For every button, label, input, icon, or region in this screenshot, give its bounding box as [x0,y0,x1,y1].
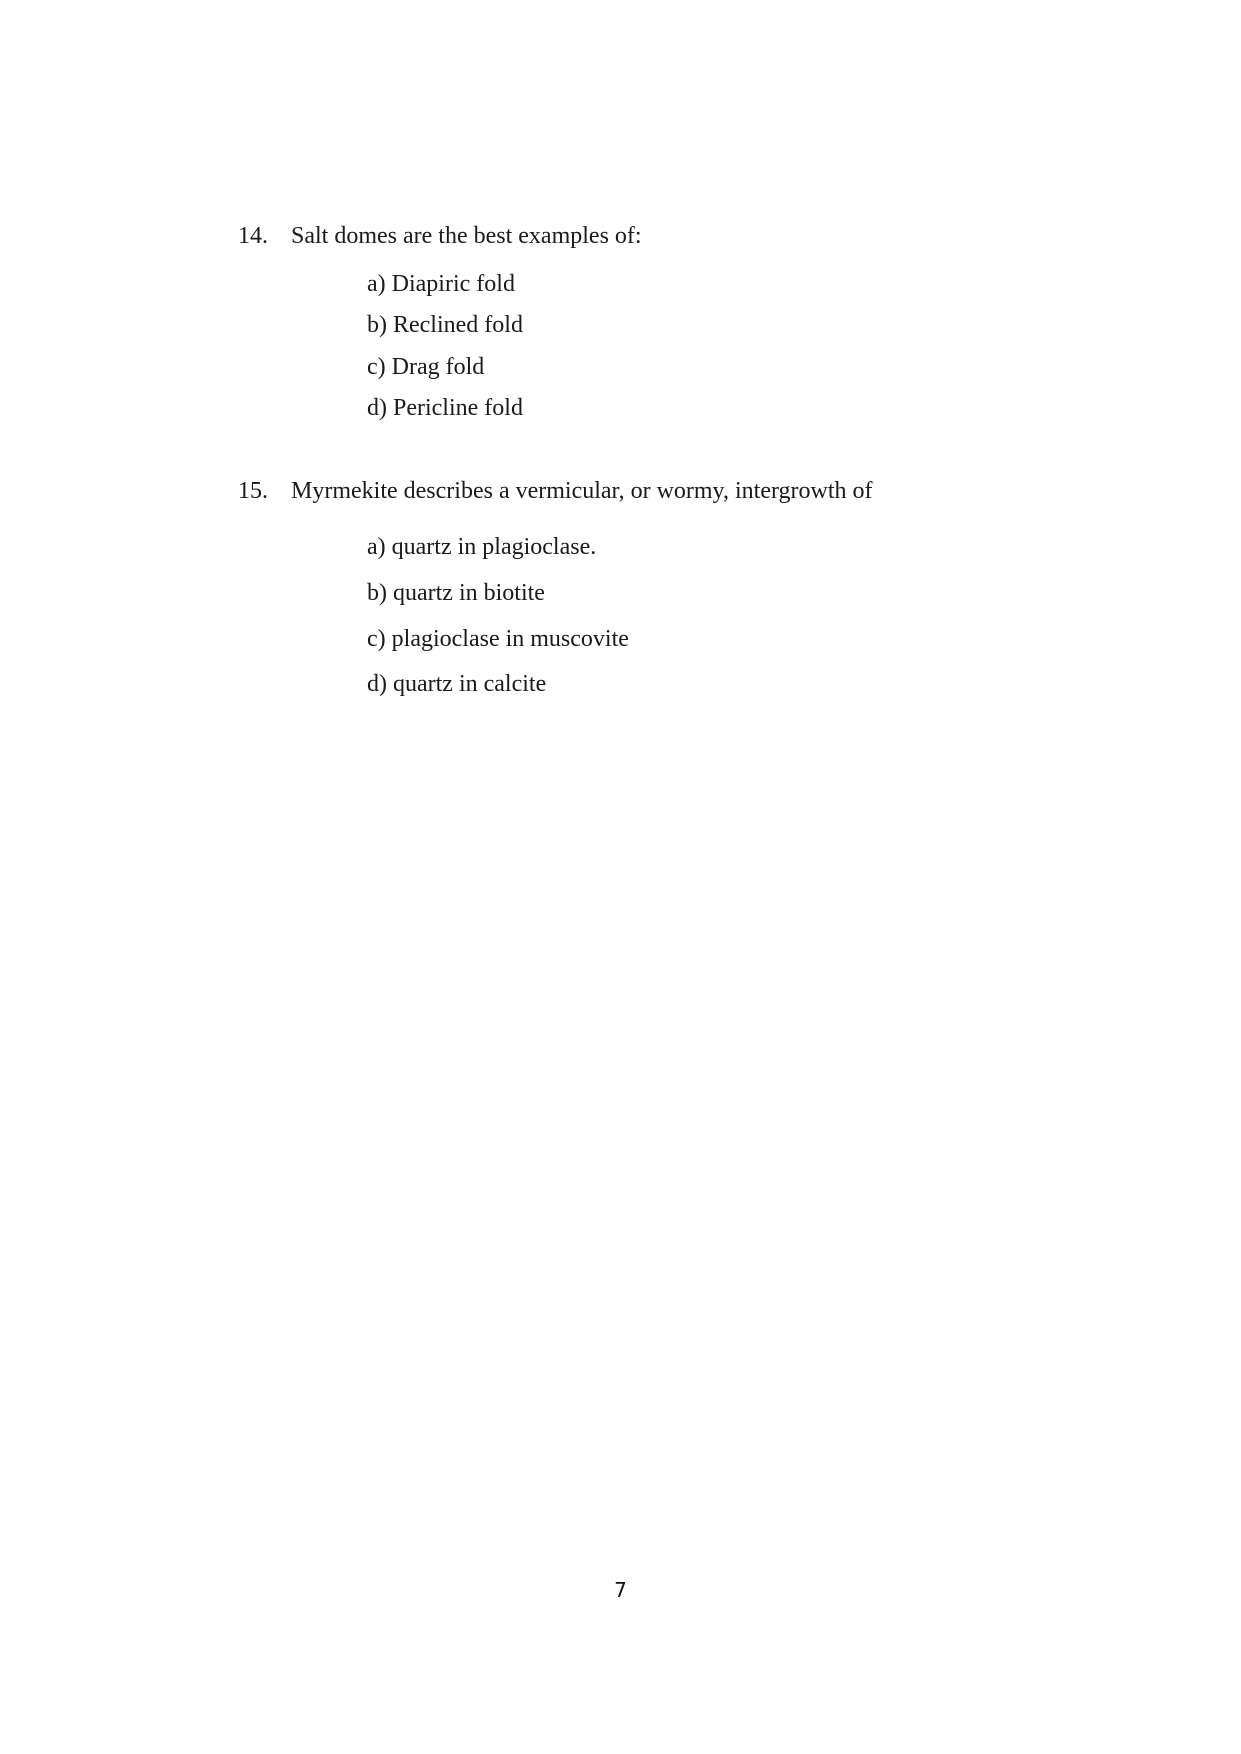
option-b: b) Reclined fold [367,312,523,338]
option-a: a) Diapiric fold [367,271,515,297]
option-d: d) Pericline fold [367,395,523,421]
page-number: 7 [614,1578,627,1602]
option-c: c) Drag fold [367,354,485,380]
option-b: b) quartz in biotite [367,580,545,606]
option-c: c) plagioclase in muscovite [367,626,629,652]
question-number: 14. [238,223,268,249]
question-number: 15. [238,478,268,504]
option-d: d) quartz in calcite [367,671,547,697]
question-text: Myrmekite describes a vermicular, or wormy, intergrowth of [291,478,873,504]
question-text: Salt domes are the best examples of: [291,223,642,249]
option-a: a) quartz in plagioclase. [367,534,597,560]
